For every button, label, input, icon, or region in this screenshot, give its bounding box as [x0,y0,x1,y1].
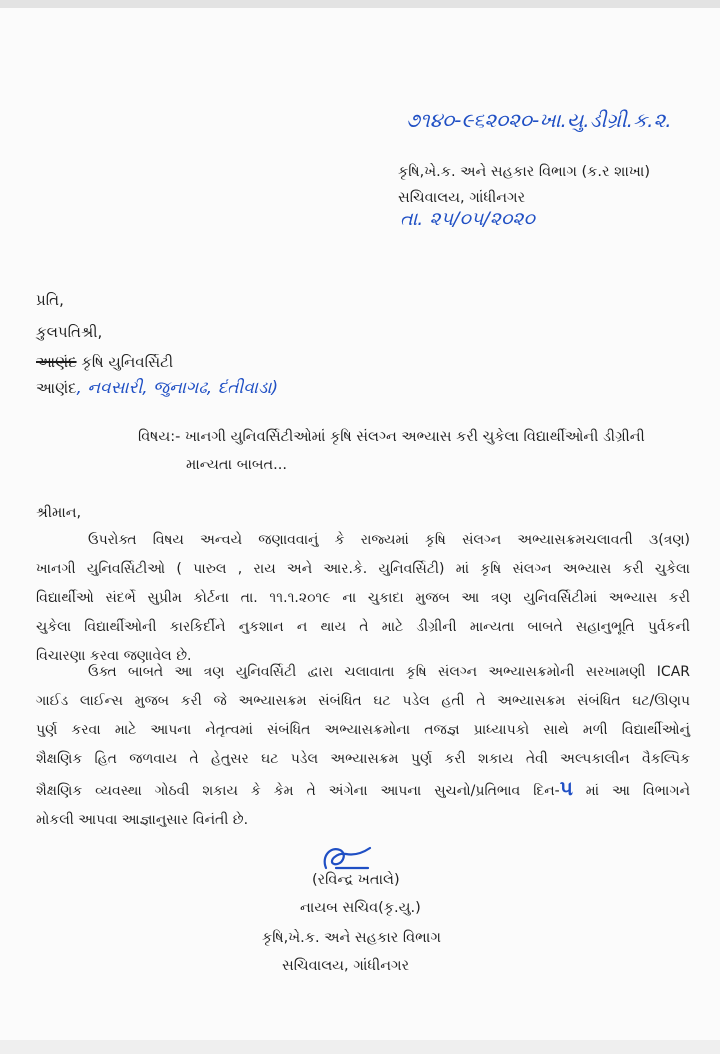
signatory-office: સચિવાલય, ગાંધીનગર [282,958,410,974]
top-strip [0,0,720,8]
university-name: કૃષિ યુનિવર્સિટી [76,353,174,371]
paragraph-2-line: પુર્ણ કરવા માટે આપના નેતૃત્વમાં સંબંધિત અભ્યાસક્રમોના તજજ્ઞ પ્રાધ્યાપકો સાથે મળી વિદ્યાર્થીઓનું [36,722,690,738]
body-paragraph-1 [36,526,690,671]
signatory-department: કૃષિ,ખે.ક. અને સહકાર વિભાગ [262,930,441,946]
paragraph-2-line: મોકલી આપવા આજ્ઞાનુસાર વિનંતી છે. [36,812,249,828]
recipient-place: આણંદ [36,379,77,397]
paragraph-2-line-5-after: માં આ વિભાગને [572,783,691,799]
paragraph-1-line: ખાનગી યુનિવર્સિટીઓ ( પારુલ , રાય અને આર.કે. યુનિવર્સિટી) માં કૃષિ સંલગ્ન અભ્યાસ કરી ચુકેલા [36,561,690,577]
handwritten-day-count: ૫ [559,776,573,800]
handwritten-date: તા. ૨૫/૦૫/૨૦૨૦ [400,208,535,230]
recipient-to: પ્રતિ, [36,291,64,309]
signatory-name: (રવિન્દ્ર ખતાલે) [312,872,400,888]
recipient-place-line [36,378,278,398]
recipient-title: કુલપતિશ્રી, [36,323,103,341]
handwritten-reference-number: ૭૧૪૦-૯૬૨૦૨૦-ખા.યુ.ડીગ્રી.ક.૨. [406,108,672,132]
paragraph-1-line: વિચારણા કરવા જણાવેલ છે. [36,648,192,664]
handwritten-places: , નવસારી, જુનાગઢ, દંતીવાડા) [76,378,279,398]
subject-line-2: માન્યતા બાબત... [186,457,287,473]
paragraph-2-line: ઉક્ત બાબતે આ ત્રણ યુનિવર્સિટી દ્વારા ચલાવાતા કૃષિ સંલગ્ન અભ્યાસક્રમોની સરખામણી ICAR [88,664,690,680]
subject-line-1: વિષય:- ખાનગી યુનિવર્સિટીઓમાં કૃષિ સંલગ્ન અભ્યાસ કરી ચુકેલા વિદ્યાર્થીઓની ડીગ્રીની [138,429,645,445]
paragraph-2-line-5 [36,774,690,806]
page-bottom-strip [0,1040,720,1054]
signatory-designation: નાયબ સચિવ(કૃ.યુ.) [300,900,421,916]
header-office: સચિવાલય, ગાંધીનગર [398,190,526,206]
paragraph-1-line: ઉપરોક્ત વિષય અન્વયે જણાવવાનું કે રાજ્યમાં કૃષિ સંલગ્ન અભ્યાસક્રમચલાવતી ૩(ત્રણ) [88,532,690,548]
body-paragraph-2 [36,658,690,835]
paragraph-2-line: શૈક્ષણિક હિત જળવાય તે હેતુસર ઘટ પડેલ અભ્યાસક્રમ પુર્ણ કરી શકાય તેવી અલ્પકાલીન વૈકલ્પિક [36,751,690,767]
paragraph-1-line: વિદ્યાર્થીઓ સંદર્ભે સુપ્રીમ કોર્ટના તા. ૧૧.૧.૨૦૧૯ ના ચુકાદા મુજબ આ ત્રણ યુનિવર્સિટીમાં અભ્યાસ કરી [36,590,690,606]
paragraph-1-line: ચુકેલા વિદ્યાર્થીઓની કારકિર્દીને નુકશાન ન થાય તે માટે ડીગ્રીની માન્યતા બાબતે સહાનુભૂતિ પુર્વકની [36,619,690,635]
paragraph-2-line: ગાઈડ લાઈન્સ મુજબ કરી જે અભ્યાસક્રમ સંબંધિત ઘટ પડેલ હતી તે અભ્યાસક્રમ સંબંધિત ઘટ/ઊણપ [36,693,690,709]
struck-word: આણંદ [36,353,77,371]
recipient-university-line [36,352,173,372]
header-department: કૃષિ,ખે.ક. અને સહકાર વિભાગ (ક.ર શાખા) [398,164,650,180]
salutation: શ્રીમાન, [36,505,82,521]
paragraph-2-line-5-before: શૈક્ષણિક વ્યવસ્થા ગોઠવી શકાય કે કેમ તે અંગેના આપના સુચનો/પ્રતિભાવ દિન- [36,783,560,799]
